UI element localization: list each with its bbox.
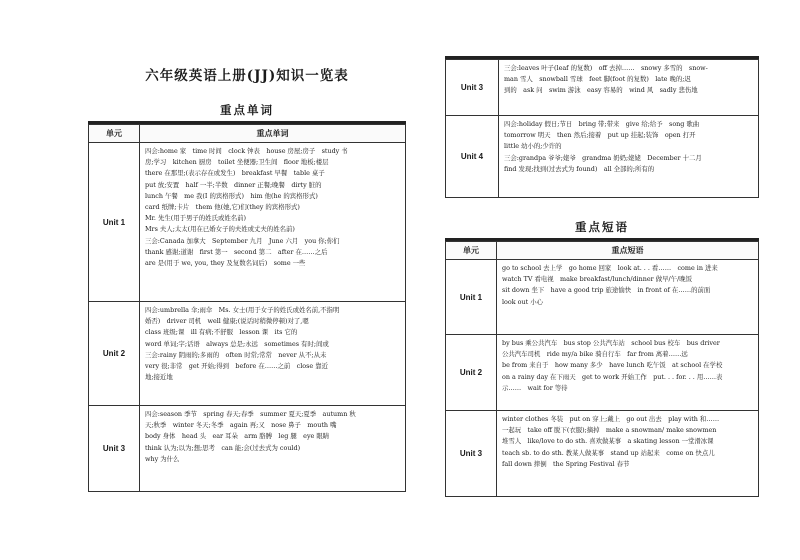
phrase-line: watch TV 看电视 make breakfast/lunch/dinner 做早/午/晚饭 bbox=[502, 275, 693, 284]
unit-label: Unit 3 bbox=[446, 60, 499, 116]
phrase-line: 堆雪人 like/love to do sth. 喜欢做某事 a skating lesson 一堂滑冰课 bbox=[502, 437, 714, 446]
section-title-phrases: 重点短语 bbox=[575, 220, 629, 234]
unit-words bbox=[140, 143, 406, 302]
phrase-line: look out 小心 bbox=[502, 297, 543, 306]
unit-label: Unit 2 bbox=[446, 335, 497, 411]
word-line: 三会:rainy 阴雨的;多雨的 often 时常;常常 never 从不;从未 bbox=[145, 350, 327, 359]
phrase-line: 一起玩 take off 脱下(衣服);摘掉 make a snowman/ make snowmen bbox=[502, 426, 717, 435]
table-row bbox=[89, 406, 406, 492]
table-row bbox=[89, 143, 406, 302]
word-line: 婚否) driver 司机 well 健康;(说话时稍微停顿)对了,嗯 bbox=[145, 317, 309, 326]
section-title-vocabulary: 重点单词 bbox=[220, 103, 274, 117]
phrase-line: teach sb. to do sth. 教某人做某事 stand up 站起来 come on 快点儿 bbox=[502, 448, 715, 457]
word-line: very 很;非常 get 开始;得到 before 在……之前 close 靠近 bbox=[145, 362, 329, 371]
word-line: class 班级;课 ill 有病;不舒服 lesson 课 its 它的 bbox=[145, 328, 298, 337]
word-line: body 身体 head 头 ear 耳朵 arm 胳膊 leg 腿 eye 眼睛 bbox=[145, 432, 330, 441]
unit-label: Unit 1 bbox=[89, 143, 140, 302]
word-line: Mrs 夫人;太太(用在已婚女子的夫姓或丈夫的姓名前) bbox=[145, 225, 295, 234]
phrase-line: by bus 乘公共汽车 bus stop 公共汽车站 school bus 校车 bus driver bbox=[502, 339, 720, 347]
phrase-line: winter clothes 冬装 put on 穿上;戴上 go out 出去 play with 和…… bbox=[502, 415, 720, 423]
word-line: Mr. 先生(用于男子的姓氏或姓名前) bbox=[145, 214, 247, 223]
word-line: why 为什么 bbox=[145, 454, 180, 463]
header-unit: 单元 bbox=[89, 125, 140, 143]
word-line: thank 感谢;道谢 first 第一 second 第二 after 在……之后 bbox=[145, 247, 328, 256]
phrase-line: sit down 坐下 have a good trip 旅途愉快 in front of 在……的前面 bbox=[502, 286, 711, 295]
right-page bbox=[445, 0, 759, 560]
word-line: word 单词;字;话语 always 总是;永远 sometimes 有时;间或 bbox=[145, 339, 329, 348]
unit-words bbox=[499, 116, 759, 198]
document-title: 六年级英语上册(JJ)知识一览表 bbox=[145, 68, 349, 84]
table-row bbox=[446, 260, 759, 335]
phrase-line: on a rainy day 在下雨天 get to work 开始工作 put. . . for. . . 用……表 bbox=[502, 372, 723, 381]
table-header-row bbox=[89, 125, 406, 143]
word-line: are 是(用于 we, you, they 及复数名词后) some 一些 bbox=[145, 259, 306, 268]
table-row bbox=[446, 335, 759, 411]
word-line: 四会:umbrella 伞;雨伞 Ms. 女士(用于女子的姓氏或姓名前,不指明 bbox=[145, 306, 340, 314]
header-content: 重点短语 bbox=[497, 242, 759, 260]
unit-label: Unit 4 bbox=[446, 116, 499, 198]
table-row bbox=[446, 60, 759, 116]
left-page bbox=[88, 0, 406, 560]
word-line: card 纸牌;卡片 them 他(她,它)们(they 的宾格形式) bbox=[145, 203, 300, 212]
unit-words bbox=[140, 302, 406, 406]
table-row bbox=[446, 411, 759, 497]
word-line: put 放;安置 half 一半;半数 dinner 正餐;晚餐 dirty 脏的 bbox=[145, 180, 322, 189]
word-line: 四会:home 家 time 时间 clock 钟表 house 房屋;房子 study 书 bbox=[145, 147, 348, 155]
word-line: 地;接近地 bbox=[145, 373, 173, 382]
word-line: 四会:holiday 假日;节日 bring 带;带来 give 给;给予 song 歌曲 bbox=[504, 120, 700, 128]
phrase-line: fall down 摔倒 the Spring Festival 春节 bbox=[502, 459, 630, 468]
word-line: lunch 午餐 me 我(I 的宾格形式) him 他(he 的宾格形式) bbox=[145, 191, 318, 200]
unit-phrases bbox=[497, 260, 759, 335]
unit-label: Unit 3 bbox=[89, 406, 140, 492]
phrase-line: go to school 去上学 go home 回家 look at. . . 看…… come in 进来 bbox=[502, 264, 718, 272]
word-line: 天;秋季 winter 冬天;冬季 again 再;又 nose 鼻子 mouth 嘴 bbox=[145, 421, 337, 430]
unit-label: Unit 2 bbox=[89, 302, 140, 406]
word-line: 到的 ask 问 swim 游泳 easy 容易的 wind 风 sadly 悲伤地 bbox=[504, 86, 698, 95]
unit-words bbox=[140, 406, 406, 492]
word-line: find 发现;找到(过去式为 found) all 全部的;所有的 bbox=[504, 164, 655, 173]
table-row bbox=[446, 116, 759, 198]
word-line: there 在那里;(表示存在或发生) breakfast 早餐 table 桌子 bbox=[145, 169, 325, 178]
word-line: 三会:leaves 叶子(leaf 的复数) off 去掉…… snowy 多雪的 snow- bbox=[504, 64, 708, 72]
word-line: 三会:grandpa 爷爷;姥爷 grandma 奶奶;姥姥 December 十二月 bbox=[504, 153, 702, 162]
table-row bbox=[89, 302, 406, 406]
word-line: think 认为;以为;想;思考 can 能;会(过去式为 could) bbox=[145, 443, 301, 452]
header-unit: 单元 bbox=[446, 242, 497, 260]
header-content: 重点单词 bbox=[140, 125, 406, 143]
unit-phrases bbox=[497, 335, 759, 411]
phrase-line: 公共汽车司机 ride my/a bike 骑自行车 far from 离着……远 bbox=[502, 350, 688, 359]
word-line: tomorrow 明天 then 然后;接着 put up 挂起;装饰 open 打开 bbox=[504, 131, 696, 140]
word-line: 三会:Canada 加拿大 September 九月 June 六月 you 你;你们 bbox=[145, 236, 340, 245]
phrase-line: 示…… wait for 等待 bbox=[502, 383, 568, 392]
phrase-line: be from 来自于 how many 多少 have lunch 吃午饭 at school 在学校 bbox=[502, 361, 723, 370]
unit-label: Unit 1 bbox=[446, 260, 497, 335]
word-line: man 雪人 snowball 雪球 feet 脚(foot 的复数) late 晚的;迟 bbox=[504, 75, 691, 84]
unit-label: Unit 3 bbox=[446, 411, 497, 497]
unit-phrases bbox=[497, 411, 759, 497]
word-line: 四会:season 季节 spring 春天;春季 summer 夏天;夏季 autumn 秋 bbox=[145, 410, 356, 418]
phrases-table bbox=[445, 241, 759, 497]
vocabulary-table bbox=[88, 124, 406, 492]
word-line: 房;学习 kitchen 厨房 toilet 坐便器;卫生间 floor 地板;楼层 bbox=[145, 158, 329, 167]
vocabulary-table-continued bbox=[445, 59, 759, 198]
word-line: little 幼小的;少许的 bbox=[504, 142, 562, 151]
table-header-row bbox=[446, 242, 759, 260]
unit-words bbox=[499, 60, 759, 116]
